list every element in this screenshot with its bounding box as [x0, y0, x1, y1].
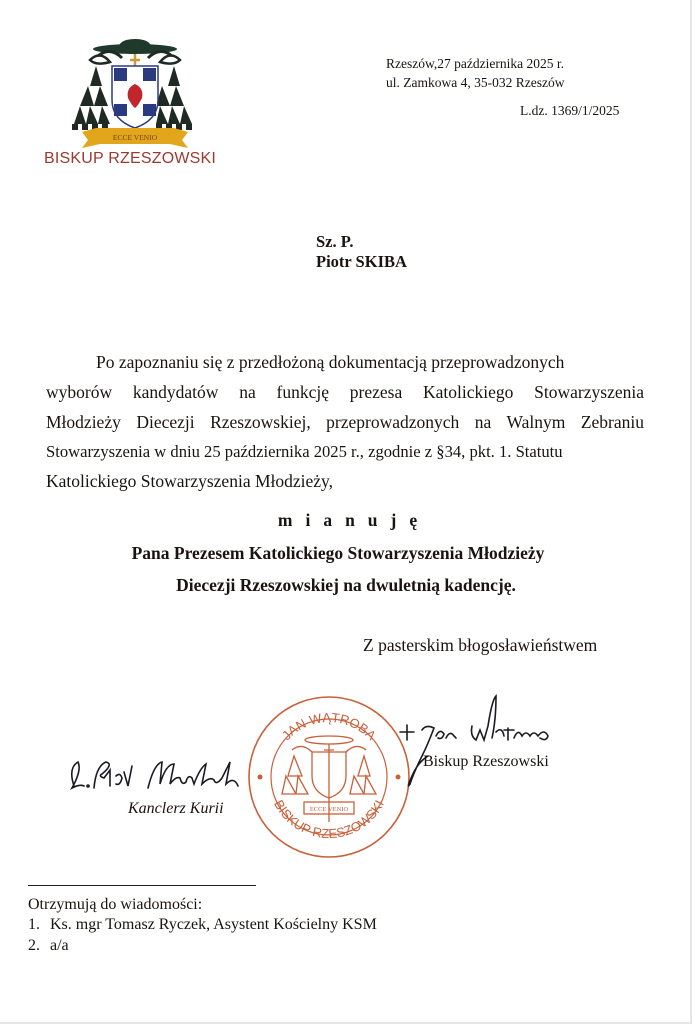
distribution-heading: Otrzymują do wiadomości:	[28, 896, 203, 913]
bishop-seal-stamp	[246, 694, 412, 860]
recipient-salutation: Sz. P.	[316, 232, 354, 251]
distribution-item	[28, 916, 377, 934]
recipient-name: Piotr SKIBA	[316, 252, 407, 271]
body-line: Młodzieży Diecezji Rzeszowskiej, przeprowadzonych na Walnym Zebraniu	[46, 412, 644, 432]
body-line: Stowarzyszenia w dniu 25 października 2025 r., zgodnie z §34, pkt. 1. Statutu	[46, 442, 563, 461]
seal-top-text: JAN WĄTROBA	[278, 709, 380, 743]
distribution-item-number: 2.	[28, 937, 40, 954]
distribution-item-text: a/a	[50, 937, 69, 954]
seal-motto: ECCE VENIO	[309, 806, 349, 813]
letter-date: Rzeszów,27 października 2025 r.	[386, 56, 564, 71]
appointment-line-1: Pana Prezesem Katolickiego Stowarzyszenia Młodzieży	[131, 543, 545, 563]
distribution-item-number: 1.	[28, 916, 40, 933]
body-line: wyborów kandydatów na funkcję prezesa Katolickiego Stowarzyszenia	[46, 382, 644, 402]
sender-address: ul. Zamkowa 4, 35-032 Rzeszów	[386, 75, 565, 90]
distribution-item	[28, 937, 69, 955]
bishop-title: Biskup Rzeszowski	[423, 753, 549, 770]
chancellor-title: Kanclerz Kurii	[128, 800, 224, 817]
seal-bottom-text: BISKUP RZESZOWSKI	[271, 797, 387, 842]
crest-motto: ECCE VENIO	[112, 133, 158, 142]
distribution-item-text: Ks. mgr Tomasz Ryczek, Asystent Kościelny KSM	[50, 916, 377, 933]
coat-of-arms-icon	[60, 36, 210, 151]
closing-blessing: Z pasterskim błogosławieństwem	[363, 635, 598, 655]
diocese-name: BISKUP RZESZOWSKI	[44, 150, 217, 167]
chancellor-signature	[62, 748, 262, 798]
appointment-verb: mianuję	[277, 510, 431, 530]
reference-number: L.dz. 1369/1/2025	[520, 103, 620, 118]
distribution-divider	[28, 885, 256, 886]
body-line: Po zapoznaniu się z przedłożoną dokumentacją przeprowadzonych	[96, 352, 565, 372]
bishop-signature	[392, 690, 562, 790]
appointment-line-2: Diecezji Rzeszowskiej na dwuletnią kadencję.	[176, 575, 516, 595]
body-line: Katolickiego Stowarzyszenia Młodzieży,	[46, 471, 334, 491]
